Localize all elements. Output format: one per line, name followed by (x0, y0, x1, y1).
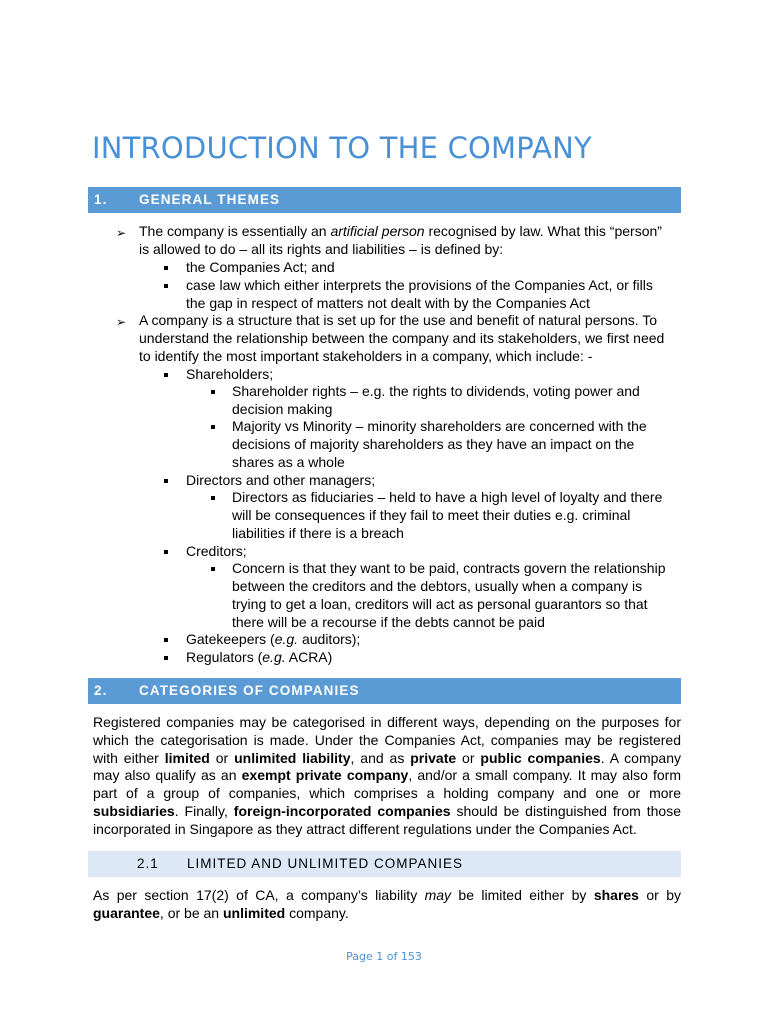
sub-sub-bullet-cont: will be consequences if they fail to meet their duties e.g. criminal (232, 507, 631, 523)
page-footer: Page 1 of 153 (346, 950, 422, 963)
sub-sub-bullet: Concern is that they want to be paid, contracts govern the relationship (232, 560, 666, 576)
sub-sub-bullet-cont: decisions of majority shareholders as they have an impact on the (232, 436, 635, 452)
bullet-line: is allowed to do – all its rights and liabilities – is defined by: (139, 241, 504, 257)
square-bullet-icon (164, 284, 168, 288)
square-bullet-icon (164, 479, 168, 483)
bullet-line: The company is essentially an artificial person recognised by law. What this “person” (139, 223, 662, 239)
subsection-number: 2.1 (137, 856, 159, 871)
bullet-line: to identify the most important stakeholders in a company, which include: - (139, 348, 593, 364)
arrow-bullet-icon: ➢ (116, 315, 127, 329)
arrow-bullet-icon: ➢ (116, 226, 127, 240)
sub-bullet: Shareholders; (186, 366, 274, 382)
sub-sub-bullet: Shareholder rights – e.g. the rights to dividends, voting power and (232, 383, 640, 399)
sub-sub-bullet: Majority vs Minority – minority shareholders are concerned with the (232, 418, 647, 434)
square-bullet-icon (211, 496, 215, 500)
subsection-title: LIMITED AND UNLIMITED COMPANIES (187, 856, 464, 871)
sub-sub-bullet-cont: decision making (232, 401, 333, 417)
square-bullet-icon (164, 638, 168, 642)
square-bullet-icon (164, 550, 168, 554)
sub-bullet: Gatekeepers (e.g. auditors); (186, 631, 361, 647)
square-bullet-icon (164, 266, 168, 270)
square-bullet-icon (164, 656, 168, 660)
sub-sub-bullet-cont: trying to get a loan, creditors will act as personal guarantors so that (232, 596, 648, 612)
subsection-heading-limited-unlimited (88, 851, 681, 877)
section-number: 1. (94, 192, 108, 207)
sub-bullet: case law which either interprets the provisions of the Companies Act, or fills (186, 277, 653, 293)
section-title: GENERAL THEMES (139, 192, 281, 207)
sub-bullet: Creditors; (186, 543, 247, 559)
square-bullet-icon (164, 373, 168, 377)
sub-sub-bullet-cont: there will be a recourse if the debts cannot be paid (232, 614, 545, 630)
sub-sub-bullet-cont: shares as a whole (232, 454, 345, 470)
sub-bullet-cont: the gap in respect of matters not dealt with by the Companies Act (186, 295, 590, 311)
section-heading-categories (88, 678, 681, 704)
section-number: 2. (94, 683, 108, 698)
square-bullet-icon (211, 425, 215, 429)
square-bullet-icon (211, 390, 215, 394)
sub-bullet: the Companies Act; and (186, 259, 335, 275)
section-title: CATEGORIES OF COMPANIES (139, 683, 360, 698)
page-title: INTRODUCTION TO THE COMPANY (92, 131, 592, 165)
categories-paragraph: Registered companies may be categorised in different ways, depending on the purposes for which the categorisation is made. Under the Companies Act, companies may be registered with either limited or unlimited liability, and as private or public companies. A company may also qualify as an exempt private company, and/or a small company. It may also form part of a group of companies, which comprises a holding company and one or more subsidiaries. Finally, foreign-incorporated companies should be distinguished from those incorporated in Singapore as they attract different regulations under the Companies Act. (93, 714, 682, 837)
sub-bullet: Regulators (e.g. ACRA) (186, 649, 333, 665)
section-heading-general-themes (88, 187, 681, 213)
sub-sub-bullet-cont: liabilities if there is a breach (232, 525, 404, 541)
bullet-line: understand the relationship between the company and its stakeholders, we first need (139, 330, 665, 346)
limited-paragraph: As per section 17(2) of CA, a company’s liability may be limited either by shares or by guarantee, or be an unlimited company. (93, 887, 681, 921)
square-bullet-icon (211, 567, 215, 571)
sub-sub-bullet: Directors as fiduciaries – held to have a high level of loyalty and there (232, 489, 663, 505)
sub-sub-bullet-cont: between the creditors and the debtors, usually when a company is (232, 578, 643, 594)
sub-bullet: Directors and other managers; (186, 472, 376, 488)
bullet-line: A company is a structure that is set up for the use and benefit of natural persons. To (139, 312, 658, 328)
